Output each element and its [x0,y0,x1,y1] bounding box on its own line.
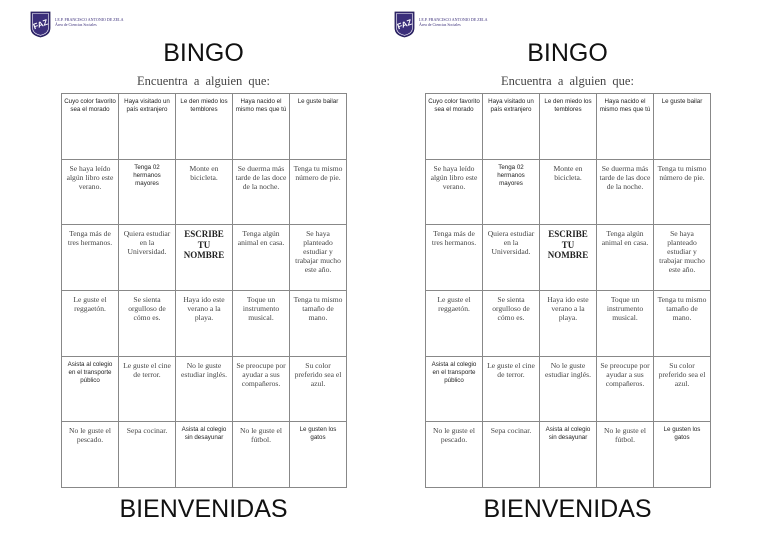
bingo-row [62,290,347,356]
logo-text: FAZ [396,17,414,32]
bingo-cell: Cuyo color favorito sea el morado [426,94,483,160]
bingo-cell: Le guste el reggaetón. [62,290,119,356]
bingo-cell: Le den miedo los temblores [540,94,597,160]
bingo-cell: Se haya planteado estudiar y trabajar mucho este año. [290,225,347,291]
bingo-cell: Haya ido este verano a la playa. [540,290,597,356]
bingo-cell: Toque un instrumento musical. [597,290,654,356]
bingo-footer: BIENVENIDAS [119,495,288,523]
bingo-cell: No le guste el pescado. [62,422,119,488]
school-name-line2: Área de Ciencias Sociales [419,22,461,27]
bingo-cell: Tenga tu mismo tamaño de mano. [290,290,347,356]
bingo-cell: Haya nacido el mismo mes que tú [233,94,290,160]
school-name-line1: I.E.P. FRANCISCO ANTONIO DE ZELA [55,17,124,22]
bingo-cell: No le guste el fútbol. [233,422,290,488]
bingo-cell: Quiera estudiar en la Universidad. [119,225,176,291]
bingo-cell: Le den miedo los temblores [176,94,233,160]
bingo-row [426,356,711,422]
bingo-cell: Tenga más de tres hermanos. [62,225,119,291]
bingo-cell: Tenga más de tres hermanos. [426,225,483,291]
bingo-row [426,159,711,225]
bingo-cell: Se preocupe por ayudar a sus compañeros. [233,356,290,422]
bingo-cell: Tenga tu mismo número de pie. [290,159,347,225]
bingo-cell: Sepa cocinar. [483,422,540,488]
bingo-row [426,422,711,488]
bingo-cell: Le guste el cine de terror. [119,356,176,422]
bingo-title: BINGO [163,39,244,67]
bingo-cell: Tenga algún animal en casa. [597,225,654,291]
school-name [419,17,487,27]
bingo-row [426,225,711,291]
logo-text: FAZ [32,17,50,32]
bingo-row [426,94,711,160]
bingo-cell: No le guste estudiar inglés. [540,356,597,422]
bingo-cell: Tenga tu mismo número de pie. [654,159,711,225]
bingo-row [62,225,347,291]
bingo-cell: Se duerma más tarde de las doce de la noche. [233,159,290,225]
bingo-cell: No le guste estudiar inglés. [176,356,233,422]
bingo-cell: ESCRIBE TU NOMBRE [176,225,233,291]
school-crest-logo [394,11,415,38]
bingo-cell: Su color preferido sea el azul. [290,356,347,422]
bingo-cell: Haya visitado un país extranjero [119,94,176,160]
bingo-sheet-right [364,0,748,543]
bingo-grid [61,93,347,488]
bingo-cell: Asista al colegio en el transporte público [426,356,483,422]
bingo-cell: ESCRIBE TU NOMBRE [540,225,597,291]
bingo-subtitle: Encuentra a alguien que: [137,74,270,88]
bingo-row [426,290,711,356]
bingo-cell: Cuyo color favorito sea el morado [62,94,119,160]
bingo-cell: Le guste el cine de terror. [483,356,540,422]
bingo-cell: Se sienta orgulloso de cómo es. [119,290,176,356]
bingo-cell: Monte en bicicleta. [176,159,233,225]
bingo-grid [425,93,711,488]
school-name-line1: I.E.P. FRANCISCO ANTONIO DE ZELA [419,17,488,22]
bingo-cell: Le guste bailar [290,94,347,160]
bingo-cell: Tenga 02 hermanos mayores [483,159,540,225]
bingo-cell: Tenga 02 hermanos mayores [119,159,176,225]
bingo-cell: Toque un instrumento musical. [233,290,290,356]
bingo-cell: No le guste el fútbol. [597,422,654,488]
bingo-cell: Sepa cocinar. [119,422,176,488]
bingo-cell: Se haya leído algún libro este verano. [62,159,119,225]
bingo-cell: Se duerma más tarde de las doce de la noche. [597,159,654,225]
bingo-row [62,422,347,488]
bingo-cell: Le guste el reggaetón. [426,290,483,356]
bingo-cell: Tenga tu mismo tamaño de mano. [654,290,711,356]
bingo-title: BINGO [527,39,608,67]
bingo-subtitle: Encuentra a alguien que: [501,74,634,88]
bingo-cell: Haya ido este verano a la playa. [176,290,233,356]
bingo-cell: Asista al colegio en el transporte público [62,356,119,422]
bingo-cell: Haya nacido el mismo mes que tú [597,94,654,160]
school-crest-logo [30,11,51,38]
bingo-cell: Asista al colegio sin desayunar [176,422,233,488]
bingo-cell: Asista al colegio sin desayunar [540,422,597,488]
bingo-row [62,356,347,422]
bingo-cell: Quiera estudiar en la Universidad. [483,225,540,291]
bingo-row [62,94,347,160]
bingo-cell: Se sienta orgulloso de cómo es. [483,290,540,356]
bingo-cell: No le guste el pescado. [426,422,483,488]
school-name [55,17,123,27]
bingo-cell: Tenga algún animal en casa. [233,225,290,291]
bingo-cell: Se preocupe por ayudar a sus compañeros. [597,356,654,422]
bingo-cell: Haya visitado un país extranjero [483,94,540,160]
bingo-cell: Se haya planteado estudiar y trabajar mucho este año. [654,225,711,291]
bingo-cell: Monte en bicicleta. [540,159,597,225]
bingo-cell: Le gusten los gatos [290,422,347,488]
school-name-line2: Área de Ciencias Sociales [55,22,97,27]
bingo-cell: Su color preferido sea el azul. [654,356,711,422]
bingo-cell: Le gusten los gatos [654,422,711,488]
bingo-cell: Le guste bailar [654,94,711,160]
bingo-row [62,159,347,225]
bingo-cell: Se haya leído algún libro este verano. [426,159,483,225]
bingo-footer: BIENVENIDAS [483,495,652,523]
